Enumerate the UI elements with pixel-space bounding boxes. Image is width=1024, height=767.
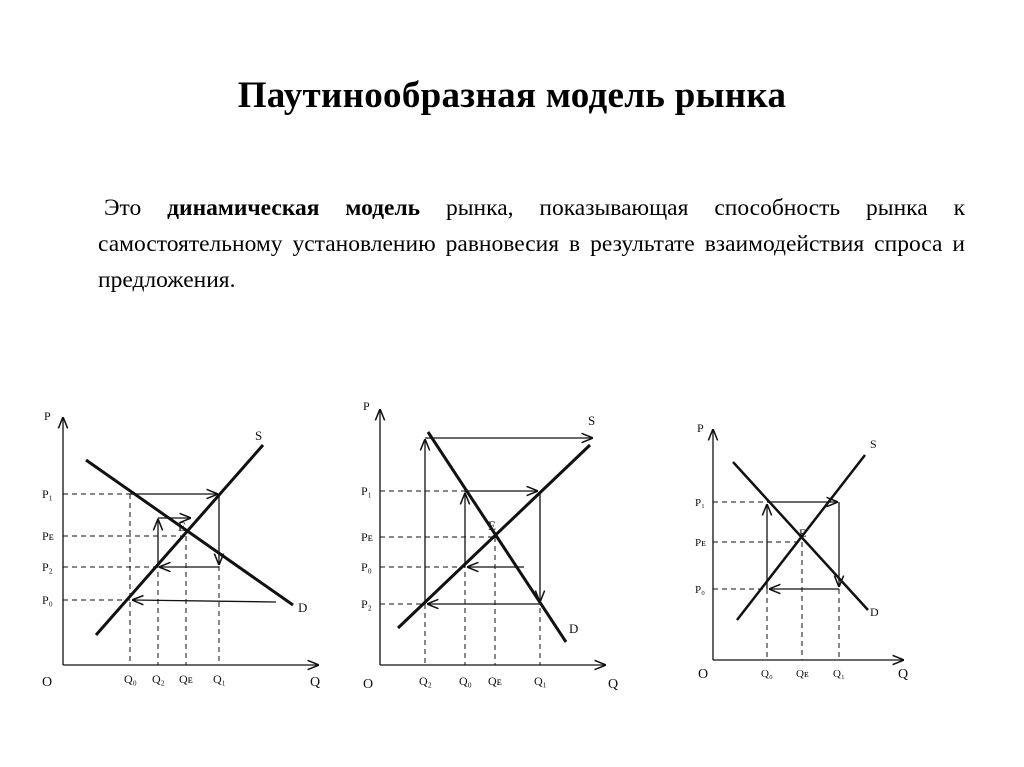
cobweb-diagram-3-svg xyxy=(680,390,1020,710)
quantity-label: Q₀ xyxy=(761,668,773,680)
axis-y-label: P xyxy=(44,409,51,423)
quantity-label: Q₀ xyxy=(459,674,472,688)
supply-label: S xyxy=(255,428,263,443)
origin-label: O xyxy=(42,675,53,690)
equilibrium-label: E xyxy=(799,526,807,540)
origin-label: O xyxy=(363,677,374,692)
supply-label: S xyxy=(870,437,877,451)
demand-label: D xyxy=(298,600,308,615)
definition-lead: Это xyxy=(104,195,168,221)
price-label: P₁ xyxy=(695,497,705,509)
supply-line xyxy=(96,445,263,635)
price-label: P₀ xyxy=(361,560,372,574)
origin-label: O xyxy=(698,667,709,682)
price-label: P₁ xyxy=(42,487,53,501)
cobweb-diagram-converging xyxy=(0,390,340,710)
price-label: P₀ xyxy=(42,593,53,607)
quantity-label: Q₂ xyxy=(152,672,165,686)
quantity-label: Q₀ xyxy=(124,672,137,686)
definition-term: динамическая модель xyxy=(167,195,421,221)
quantity-label: Qᴇ xyxy=(488,674,502,688)
quantity-label: Q₂ xyxy=(419,674,432,688)
price-label: P₀ xyxy=(695,584,705,596)
guide-lines xyxy=(713,502,839,660)
quantity-label: Qᴇ xyxy=(796,668,809,680)
definition-text xyxy=(98,190,965,298)
cobweb-diagram-1-svg xyxy=(0,390,340,710)
axis-y-label: P xyxy=(697,421,704,435)
quantity-label: Q₁ xyxy=(534,674,547,688)
axis-y-label: P xyxy=(363,399,370,413)
quantity-label: Q₁ xyxy=(213,672,226,686)
axis-x-label: Q xyxy=(310,675,321,690)
price-label: Pᴇ xyxy=(42,529,55,543)
demand-label: D xyxy=(569,621,579,636)
demand-label: D xyxy=(870,605,879,619)
supply-label: S xyxy=(588,413,596,428)
definition-rest: рынка, показывающая способность рынка к самостоятельному установлению равновесия в результате взаимодействия спроса и предложения. xyxy=(98,195,966,293)
axis-x-label: Q xyxy=(608,677,619,692)
axis-x-label: Q xyxy=(898,667,909,682)
equilibrium-label: E xyxy=(178,519,186,534)
cobweb-arrows xyxy=(767,502,839,589)
price-label: P₂ xyxy=(42,560,53,574)
price-label: Pᴇ xyxy=(361,530,374,544)
demand-line xyxy=(86,460,293,605)
cobweb-diagram-diverging xyxy=(340,390,680,710)
demand-line xyxy=(428,432,566,642)
cobweb-diagram-2-svg xyxy=(340,390,680,710)
price-label: P₂ xyxy=(361,597,372,611)
equilibrium-label: E xyxy=(488,518,496,533)
quantity-label: Q₁ xyxy=(833,668,845,680)
cobweb-diagram-cyclical xyxy=(680,390,1020,710)
price-label: P₁ xyxy=(361,484,372,498)
quantity-label: Qᴇ xyxy=(179,672,193,686)
cobweb-arrows xyxy=(130,494,276,602)
slide-title: Паутинообразная модель рынка xyxy=(237,75,787,116)
price-label: Pᴇ xyxy=(695,537,707,549)
